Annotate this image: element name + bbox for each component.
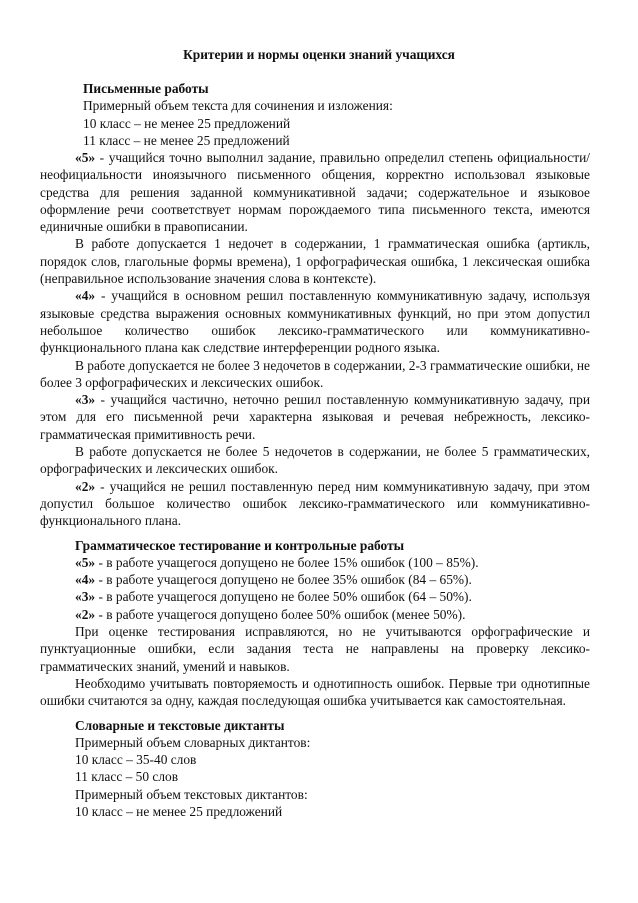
test-grade-text: - в работе учащегося допущено не более 35% ошибок (84 – 65%). — [95, 572, 472, 588]
test-grade-mark: «3» — [75, 589, 96, 605]
mark4-criterion — [40, 287, 590, 356]
test-grade-row — [40, 554, 590, 571]
mark3-criterion — [40, 391, 590, 443]
test-grade-row — [40, 588, 590, 605]
vocab-intro: Примерный объем словарных диктантов: — [75, 734, 311, 750]
vocab-grade10: 10 класс – 35-40 слов — [75, 752, 197, 768]
mark3-text: - учащийся частично, неточно решил поставленную коммуникативную задачу, при этом для его письменной речи характерна языковая и речевая небрежность, лексико-грамматическая примитивность речи. — [40, 392, 590, 442]
test-grade-mark: «5» — [75, 554, 96, 570]
text-dictation-grade10: 10 класс – не менее 25 предложений — [75, 803, 283, 819]
section-heading-dictations: Словарные и текстовые диктанты — [75, 717, 285, 733]
section-gap — [40, 530, 590, 537]
mark5-criterion — [40, 149, 590, 235]
section-gap — [40, 710, 590, 717]
test-grades-list — [40, 554, 590, 623]
mark3-label: «3» — [75, 392, 96, 408]
section-heading-written: Письменные работы — [83, 81, 209, 96]
tests-note-2: Необходимо учитывать повторяемость и однотипность ошибок. Первые три однотипные ошибки считаются за одну, каждая последующая ошибка учитывается как самостоятельная. — [40, 675, 590, 709]
grade10-volume: 10 класс – не менее 25 предложений — [83, 115, 291, 131]
volume-intro: Примерный объем текста для сочинения и изложения: — [83, 98, 393, 114]
mark2-text: - учащийся не решил поставленную перед ним коммуникативную задачу, при этом допустил большое количество ошибок лексико-грамматического или коммуникативно-функционального плана. — [40, 478, 590, 529]
vocab-grade11: 11 класс – 50 слов — [75, 769, 179, 785]
tests-note-1: При оценке тестирования исправляются, но не учитываются орфографические и пунктуационные ошибки, если задания теста не направлены на проверку лексико-грамматических знаний, умений и навыков. — [40, 624, 590, 674]
mark5-text: - учащийся точно выполнил задание, правильно определил степень официальности/ неофициальности иноязычного письменного общения, корректно использовал языковые средства для решения заданной коммуникативной задачи; содержательное и языковое оформление речи соответствует нормам порождаемого типа письменного текста, имеются единичные ошибки в правописании. — [40, 150, 590, 235]
test-grade-row — [40, 571, 590, 588]
written-criteria — [40, 149, 590, 820]
written-section — [72, 80, 589, 149]
section-heading-tests: Грамматическое тестирование и контрольные работы — [75, 537, 405, 553]
test-grade-row — [40, 606, 590, 623]
mark2-label: «2» — [75, 478, 96, 494]
test-grade-text: - в работе учащегося допущено более 50% ошибок (менее 50%). — [95, 606, 466, 622]
test-grade-text: - в работе учащегося допущено не более 50% ошибок (64 – 50%). — [95, 589, 472, 605]
page-title: Критерии и нормы оценки знаний учащихся — [183, 47, 455, 62]
mark3-allowed: В работе допускается не более 5 недочетов в содержании, не более 5 грамматических, орфографических и лексических ошибок. — [40, 444, 590, 477]
text-dictation-intro: Примерный объем текстовых диктантов: — [75, 786, 308, 802]
test-grade-text: - в работе учащегося допущено не более 15% ошибок (100 – 85%). — [95, 554, 479, 570]
mark5-label: «5» — [75, 150, 96, 165]
mark2-criterion — [40, 478, 590, 530]
test-grade-mark: «4» — [75, 572, 96, 588]
mark4-text: - учащийся в основном решил поставленную коммуникативную задачу, используя языковые средства выражения основных коммуникативных функций, но при этом допустил небольшое количество ошибок лексико-грамматического или коммуникативно-функционального плана как следствие интерференции родного языка. — [40, 288, 590, 356]
grade11-volume: 11 класс – не менее 25 предложений — [83, 132, 290, 148]
mark4-allowed: В работе допускается не более 3 недочетов в содержании, 2-3 грамматические ошибки, не более 3 орфографических и лексических ошибок. — [40, 357, 590, 390]
mark5-allowed: В работе допускается 1 недочет в содержании, 1 грамматическая ошибка (артикль, порядок слов, глагольные формы времена), 1 орфографическая ошибка, 1 лексическая ошибка (неправильное использование значения слова в контексте). — [40, 236, 590, 287]
mark4-label: «4» — [75, 288, 96, 304]
test-grade-mark: «2» — [75, 606, 96, 622]
